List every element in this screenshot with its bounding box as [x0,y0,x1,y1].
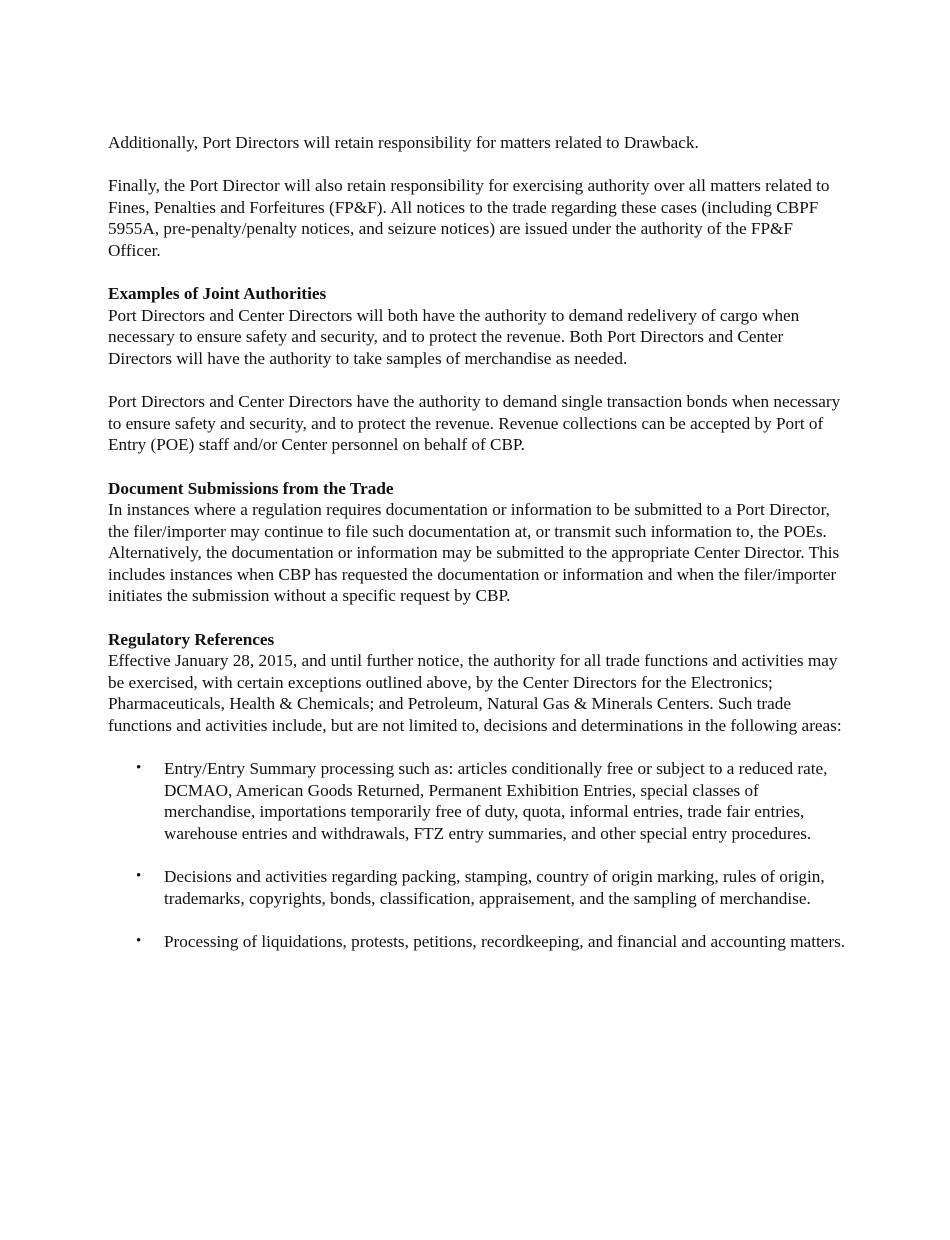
list-item-text: Processing of liquidations, protests, petitions, recordkeeping, and financial and accounting matters. [164,931,846,951]
fpf-paragraph: Finally, the Port Director will also retain responsibility for exercising authority over all matters related to Fines, Penalties and Forfeitures (FP&F). All notices to the trade regarding these cases (including CBPF 5955A, pre-penalty/penalty notices, and seizure notices) are issued under the authority of the FP&F Officer. [108,176,830,260]
bullet-icon: • [136,760,142,777]
bullet-icon: • [136,868,142,885]
joint-authorities-body-1: Port Directors and Center Directors will both have the authority to demand redelivery of cargo when necessary to ensure safety and security, and to protect the revenue. Both Port Directors and Center Directors will have the authority to take samples of merchandise as needed. [108,305,800,368]
bullet-icon: • [136,932,142,949]
list-item [108,931,848,953]
document-submissions-section [108,478,848,608]
regulatory-references-body: Effective January 28, 2015, and until further notice, the authority for all trade functions and activities may be exercised, with certain exceptions outlined above, by the Center Directors for the Electronics; Pharmaceuticals, Health & Chemicals; and Petroleum, Natural Gas & Minerals Centers. Such trade functions and activities include, but are not limited to, decisions and determinations in the following areas: [108,651,842,736]
document-submissions-heading: Document Submissions from the Trade [108,478,394,498]
list-item [108,866,848,909]
list-item-text: Decisions and activities regarding packing, stamping, country of origin marking, rules of origin, trademarks, copyrights, bonds, classification, appraisement, and the sampling of merchandise. [164,867,825,908]
joint-authorities-body-2: Port Directors and Center Directors have the authority to demand single transaction bonds when necessary to ensure safety and security, and to protect the revenue. Revenue collections can be accepted by Port of Entry (POE) staff and/or Center personnel on behalf of CBP. [108,392,841,455]
list-item-text: Entry/Entry Summary processing such as: articles conditionally free or subject to a reduced rate, DCMAO, American Goods Returned, Permanent Exhibition Entries, special classes of merchandise, importations temporarily free of duty, quota, informal entries, trade fair entries, warehouse entries and withdrawals, FTZ entry summaries, and other special entry procedures. [164,759,828,843]
regulatory-references-heading: Regulatory References [108,629,275,649]
drawback-paragraph: Additionally, Port Directors will retain responsibility for matters related to Drawback. [108,133,699,152]
joint-authorities-section [108,283,848,456]
regulatory-references-section [108,629,848,953]
document-page [108,132,848,974]
list-item [108,758,848,844]
document-submissions-body: In instances where a regulation requires documentation or information to be submitted to a Port Director, the filer/importer may continue to file such documentation at, or transmit such information to, the POEs. Alternatively, the documentation or information may be submitted to the appropriate Center Director. This includes instances when CBP has requested the documentation or information and when the filer/importer initiates the submission without a specific request by CBP. [108,500,840,606]
joint-authorities-heading: Examples of Joint Authorities [108,284,327,304]
trade-functions-list [108,758,848,952]
